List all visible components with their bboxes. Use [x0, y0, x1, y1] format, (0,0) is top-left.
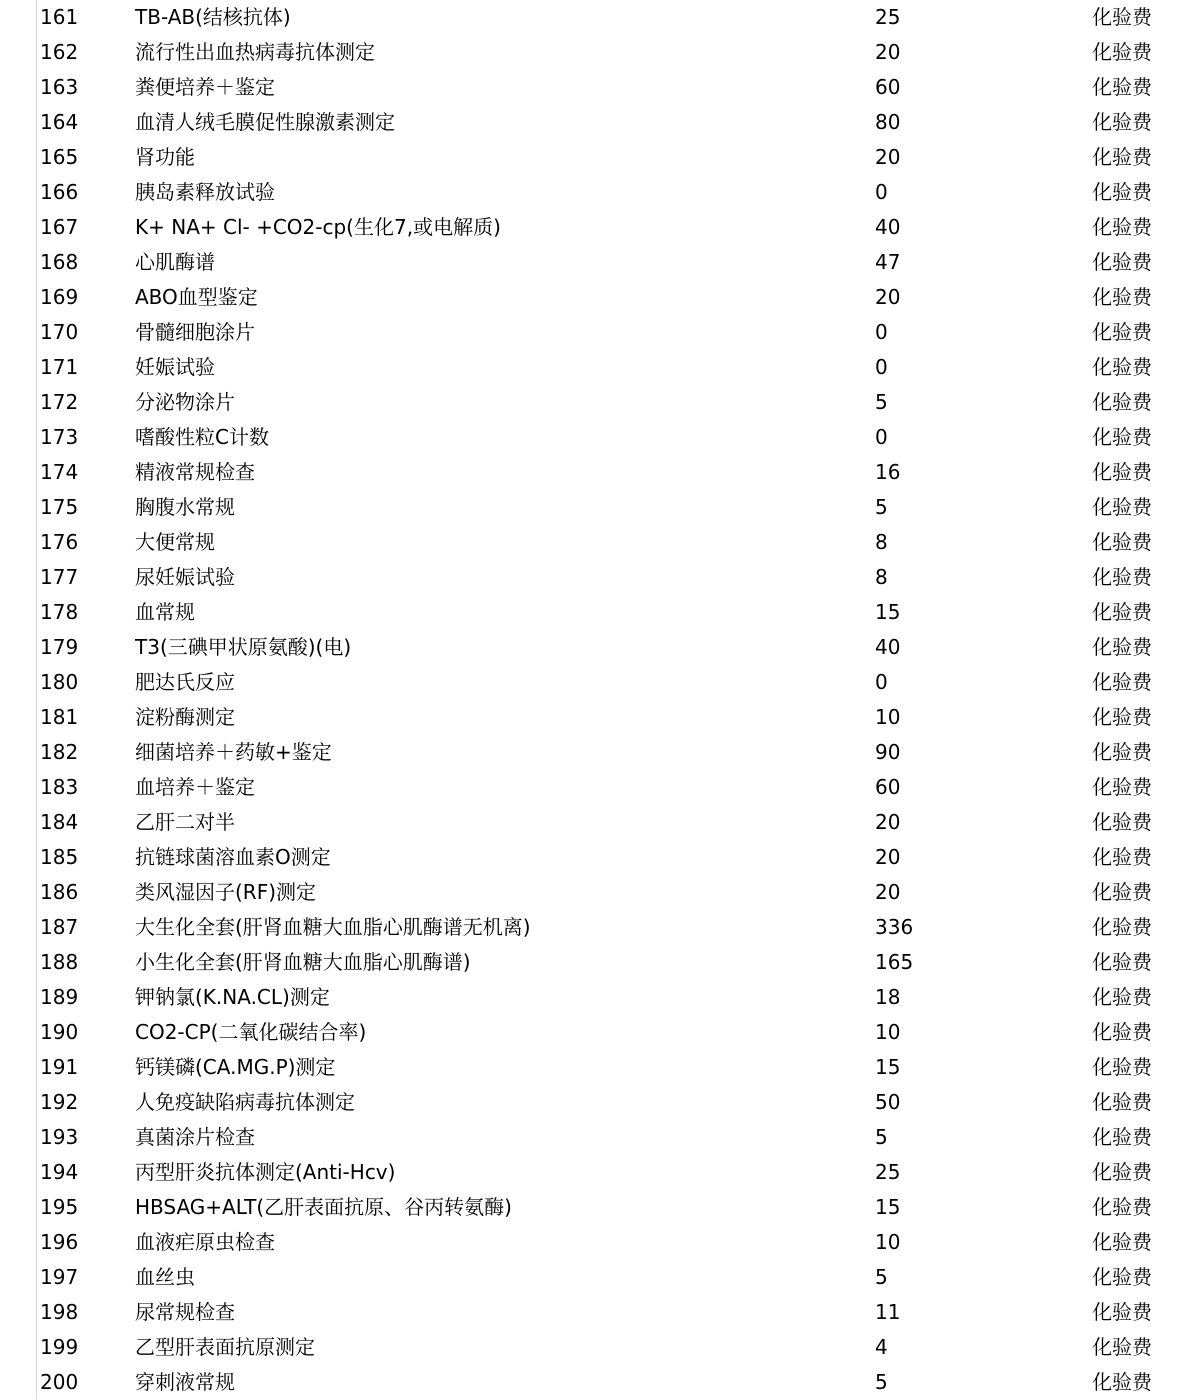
row-name-cell: 血培养＋鉴定: [135, 775, 255, 799]
row-price-cell: 15: [875, 1195, 901, 1219]
row-id-cell: 176: [40, 530, 79, 554]
row-type-cell: 化验费: [1092, 915, 1152, 939]
row-price-cell: 5: [875, 1125, 888, 1149]
row-id-cell: 185: [40, 845, 79, 869]
row-name-cell: T3(三碘甲状原氨酸)(电): [135, 635, 352, 659]
row-name-cell: 心肌酶谱: [135, 250, 215, 274]
row-price-cell: 0: [875, 425, 888, 449]
row-name-cell: 血常规: [135, 600, 195, 624]
row-type-cell: 化验费: [1092, 40, 1152, 64]
row-name-cell: 精液常规检查: [135, 460, 255, 484]
table-row: [0, 875, 1202, 910]
table-row: [0, 770, 1202, 805]
row-price-cell: 8: [875, 530, 888, 554]
row-price-cell: 20: [875, 810, 901, 834]
row-type-cell: 化验费: [1092, 250, 1152, 274]
table-row: [0, 490, 1202, 525]
row-name-cell: K+ NA+ Cl- +CO2-cp(生化7,或电解质): [135, 215, 501, 239]
table-row: [0, 945, 1202, 980]
table-row: [0, 455, 1202, 490]
row-name-cell: TB-AB(结核抗体): [135, 5, 291, 29]
row-name-cell: 粪便培养＋鉴定: [135, 75, 275, 99]
table-row: [0, 1190, 1202, 1225]
row-price-cell: 336: [875, 915, 914, 939]
row-type-cell: 化验费: [1092, 495, 1152, 519]
table-row: [0, 140, 1202, 175]
row-id-cell: 192: [40, 1090, 79, 1114]
row-name-cell: 尿妊娠试验: [135, 565, 235, 589]
row-price-cell: 15: [875, 1055, 901, 1079]
table-row: [0, 35, 1202, 70]
row-id-cell: 167: [40, 215, 79, 239]
row-name-cell: 骨髓细胞涂片: [135, 320, 255, 344]
row-type-cell: 化验费: [1092, 985, 1152, 1009]
row-price-cell: 20: [875, 880, 901, 904]
row-name-cell: 小生化全套(肝肾血糖大血脂心肌酶谱): [135, 950, 471, 974]
row-price-cell: 40: [875, 635, 901, 659]
row-price-cell: 5: [875, 390, 888, 414]
row-type-cell: 化验费: [1092, 390, 1152, 414]
row-type-cell: 化验费: [1092, 1020, 1152, 1044]
row-id-cell: 165: [40, 145, 79, 169]
row-id-cell: 200: [40, 1370, 79, 1394]
row-type-cell: 化验费: [1092, 1230, 1152, 1254]
row-id-cell: 187: [40, 915, 79, 939]
row-id-cell: 177: [40, 565, 79, 589]
row-type-cell: 化验费: [1092, 600, 1152, 624]
row-price-cell: 25: [875, 1160, 901, 1184]
row-price-cell: 16: [875, 460, 901, 484]
row-id-cell: 166: [40, 180, 79, 204]
row-name-cell: 血清人绒毛膜促性腺激素测定: [135, 110, 395, 134]
row-price-cell: 5: [875, 1370, 888, 1394]
row-type-cell: 化验费: [1092, 670, 1152, 694]
row-price-cell: 20: [875, 145, 901, 169]
row-price-cell: 10: [875, 1230, 901, 1254]
row-id-cell: 170: [40, 320, 79, 344]
row-type-cell: 化验费: [1092, 1195, 1152, 1219]
row-name-cell: 抗链球菌溶血素O测定: [135, 845, 331, 869]
row-id-cell: 193: [40, 1125, 79, 1149]
row-id-cell: 196: [40, 1230, 79, 1254]
row-price-cell: 40: [875, 215, 901, 239]
row-name-cell: 人免疫缺陷病毒抗体测定: [135, 1090, 355, 1114]
row-id-cell: 180: [40, 670, 79, 694]
row-name-cell: 血丝虫: [135, 1265, 195, 1289]
row-price-cell: 90: [875, 740, 901, 764]
row-id-cell: 195: [40, 1195, 79, 1219]
table-row: [0, 1330, 1202, 1365]
table-row: [0, 1295, 1202, 1330]
row-id-cell: 161: [40, 5, 79, 29]
row-type-cell: 化验费: [1092, 705, 1152, 729]
row-id-cell: 188: [40, 950, 79, 974]
row-id-cell: 194: [40, 1160, 79, 1184]
row-id-cell: 191: [40, 1055, 79, 1079]
row-name-cell: 流行性出血热病毒抗体测定: [135, 40, 375, 64]
table-row: [0, 1120, 1202, 1155]
row-type-cell: 化验费: [1092, 810, 1152, 834]
row-type-cell: 化验费: [1092, 950, 1152, 974]
row-price-cell: 60: [875, 75, 901, 99]
table-row: [0, 735, 1202, 770]
row-price-cell: 80: [875, 110, 901, 134]
row-price-cell: 8: [875, 565, 888, 589]
row-type-cell: 化验费: [1092, 1160, 1152, 1184]
row-name-cell: 嗜酸性粒C计数: [135, 425, 269, 449]
row-name-cell: 血液疟原虫检查: [135, 1230, 275, 1254]
row-type-cell: 化验费: [1092, 565, 1152, 589]
table-row: [0, 1260, 1202, 1295]
row-type-cell: 化验费: [1092, 425, 1152, 449]
row-name-cell: 尿常规检查: [135, 1300, 235, 1324]
row-type-cell: 化验费: [1092, 1300, 1152, 1324]
row-type-cell: 化验费: [1092, 180, 1152, 204]
row-name-cell: CO2-CP(二氧化碳结合率): [135, 1020, 367, 1044]
table-row: [0, 105, 1202, 140]
row-name-cell: 大便常规: [135, 530, 215, 554]
table-row: [0, 560, 1202, 595]
row-id-cell: 186: [40, 880, 79, 904]
row-id-cell: 168: [40, 250, 79, 274]
row-type-cell: 化验费: [1092, 110, 1152, 134]
row-price-cell: 0: [875, 180, 888, 204]
row-name-cell: 丙型肝炎抗体测定(Anti-Hcv): [135, 1160, 396, 1184]
row-name-cell: 淀粉酶测定: [135, 705, 235, 729]
row-price-cell: 25: [875, 5, 901, 29]
table-row: [0, 210, 1202, 245]
row-name-cell: 钙镁磷(CA.MG.P)测定: [135, 1055, 336, 1079]
row-id-cell: 184: [40, 810, 79, 834]
row-price-cell: 0: [875, 355, 888, 379]
row-name-cell: 乙型肝表面抗原测定: [135, 1335, 315, 1359]
table-row: [0, 700, 1202, 735]
table-row: [0, 595, 1202, 630]
row-id-cell: 169: [40, 285, 79, 309]
row-type-cell: 化验费: [1092, 845, 1152, 869]
row-type-cell: 化验费: [1092, 1090, 1152, 1114]
row-type-cell: 化验费: [1092, 145, 1152, 169]
row-type-cell: 化验费: [1092, 1055, 1152, 1079]
row-name-cell: 钾钠氯(K.NA.CL)测定: [135, 985, 330, 1009]
row-type-cell: 化验费: [1092, 320, 1152, 344]
row-name-cell: 胸腹水常规: [135, 495, 235, 519]
row-type-cell: 化验费: [1092, 1335, 1152, 1359]
table-row: [0, 385, 1202, 420]
row-type-cell: 化验费: [1092, 1370, 1152, 1394]
table-row: [0, 1365, 1202, 1400]
row-price-cell: 5: [875, 495, 888, 519]
table-row: [0, 0, 1202, 35]
row-type-cell: 化验费: [1092, 5, 1152, 29]
row-name-cell: 胰岛素释放试验: [135, 180, 275, 204]
table-row: [0, 1155, 1202, 1190]
row-price-cell: 4: [875, 1335, 888, 1359]
table-row: [0, 70, 1202, 105]
row-id-cell: 179: [40, 635, 79, 659]
row-name-cell: 乙肝二对半: [135, 810, 235, 834]
table-row: [0, 280, 1202, 315]
row-type-cell: 化验费: [1092, 635, 1152, 659]
row-id-cell: 199: [40, 1335, 79, 1359]
row-price-cell: 20: [875, 285, 901, 309]
row-type-cell: 化验费: [1092, 775, 1152, 799]
row-type-cell: 化验费: [1092, 1265, 1152, 1289]
table-row: [0, 805, 1202, 840]
row-name-cell: 分泌物涂片: [135, 390, 235, 414]
row-price-cell: 15: [875, 600, 901, 624]
row-price-cell: 5: [875, 1265, 888, 1289]
row-id-cell: 172: [40, 390, 79, 414]
row-id-cell: 175: [40, 495, 79, 519]
row-name-cell: 大生化全套(肝肾血糖大血脂心肌酶谱无机离): [135, 915, 531, 939]
row-id-cell: 173: [40, 425, 79, 449]
row-id-cell: 178: [40, 600, 79, 624]
table-row: [0, 910, 1202, 945]
row-price-cell: 20: [875, 40, 901, 64]
row-price-cell: 10: [875, 1020, 901, 1044]
row-name-cell: 细菌培养＋药敏+鉴定: [135, 740, 332, 764]
row-id-cell: 190: [40, 1020, 79, 1044]
table-row: [0, 1015, 1202, 1050]
row-id-cell: 171: [40, 355, 79, 379]
row-name-cell: 肾功能: [135, 145, 195, 169]
table-row: [0, 630, 1202, 665]
row-type-cell: 化验费: [1092, 1125, 1152, 1149]
table-row: [0, 980, 1202, 1015]
row-price-cell: 11: [875, 1300, 901, 1324]
row-name-cell: 类风湿因子(RF)测定: [135, 880, 317, 904]
row-id-cell: 197: [40, 1265, 79, 1289]
row-type-cell: 化验费: [1092, 740, 1152, 764]
row-price-cell: 60: [875, 775, 901, 799]
row-name-cell: 穿刺液常规: [135, 1370, 235, 1394]
row-price-cell: 0: [875, 670, 888, 694]
table-row: [0, 350, 1202, 385]
row-type-cell: 化验费: [1092, 285, 1152, 309]
table-row: [0, 1050, 1202, 1085]
row-type-cell: 化验费: [1092, 355, 1152, 379]
table-row: [0, 420, 1202, 455]
row-price-cell: 47: [875, 250, 901, 274]
row-name-cell: 肥达氏反应: [135, 670, 235, 694]
table-row: [0, 175, 1202, 210]
row-id-cell: 162: [40, 40, 79, 64]
row-price-cell: 20: [875, 845, 901, 869]
row-price-cell: 10: [875, 705, 901, 729]
row-name-cell: 妊娠试验: [135, 355, 215, 379]
row-name-cell: HBSAG+ALT(乙肝表面抗原、谷丙转氨酶): [135, 1195, 512, 1219]
table-row: [0, 1085, 1202, 1120]
row-id-cell: 189: [40, 985, 79, 1009]
table-row: [0, 315, 1202, 350]
table-row: [0, 245, 1202, 280]
row-id-cell: 174: [40, 460, 79, 484]
row-type-cell: 化验费: [1092, 75, 1152, 99]
table-row: [0, 1225, 1202, 1260]
row-name-cell: ABO血型鉴定: [135, 285, 258, 309]
row-id-cell: 164: [40, 110, 79, 134]
table-row: [0, 525, 1202, 560]
row-type-cell: 化验费: [1092, 880, 1152, 904]
row-id-cell: 198: [40, 1300, 79, 1324]
row-price-cell: 0: [875, 320, 888, 344]
row-type-cell: 化验费: [1092, 215, 1152, 239]
row-id-cell: 183: [40, 775, 79, 799]
row-id-cell: 182: [40, 740, 79, 764]
row-id-cell: 181: [40, 705, 79, 729]
row-price-cell: 165: [875, 950, 914, 974]
row-type-cell: 化验费: [1092, 460, 1152, 484]
table-row: [0, 840, 1202, 875]
row-price-cell: 18: [875, 985, 901, 1009]
row-id-cell: 163: [40, 75, 79, 99]
row-price-cell: 50: [875, 1090, 901, 1114]
row-type-cell: 化验费: [1092, 530, 1152, 554]
table-row: [0, 665, 1202, 700]
row-name-cell: 真菌涂片检查: [135, 1125, 255, 1149]
